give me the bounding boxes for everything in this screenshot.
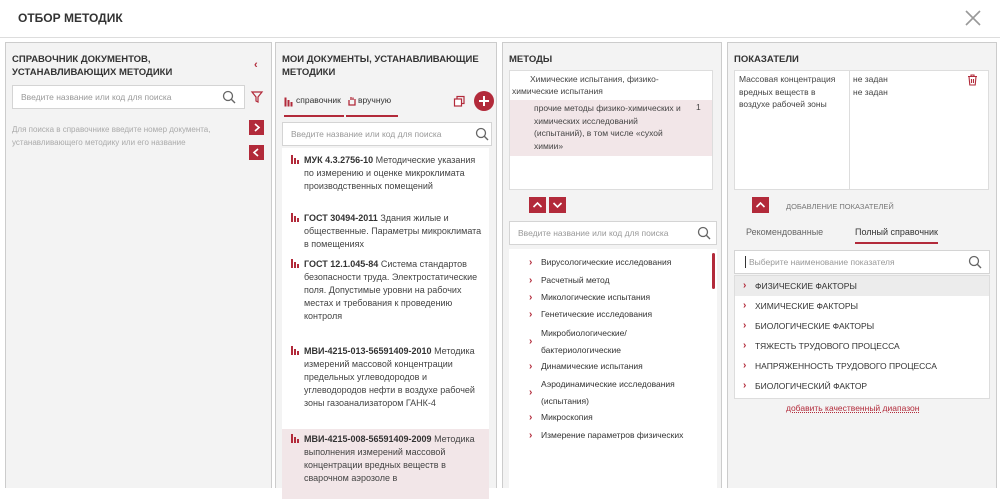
move-down-button[interactable] [549, 197, 566, 213]
tab-manual-label: вручную [358, 95, 392, 105]
document-item[interactable] [304, 258, 486, 323]
filter-icon[interactable] [251, 91, 263, 103]
selected-methods-panel [509, 70, 713, 190]
category-item[interactable]: › НАПРЯЖЕННОСТЬ ТРУДОВОГО ПРОЦЕССА [755, 356, 937, 376]
document-icon [291, 155, 300, 164]
chevron-right-icon: › [529, 412, 533, 423]
reference-column [5, 42, 272, 488]
methods-title: МЕТОДЫ [509, 54, 553, 65]
category-item[interactable]: › ТЯЖЕСТЬ ТРУДОВОГО ПРОЦЕССА [755, 336, 900, 356]
indicators-column [727, 42, 997, 488]
chevron-right-icon: › [529, 257, 533, 268]
method-item[interactable]: › Динамические испытания [529, 361, 643, 372]
method-item[interactable]: › Микологические испытания [529, 292, 651, 303]
indicator-search-input[interactable] [734, 250, 990, 274]
selected-method-child[interactable] [510, 100, 712, 156]
selected-indicators-panel [734, 70, 989, 190]
move-right-button[interactable] [249, 120, 264, 135]
category-item[interactable]: › ХИМИЧЕСКИЕ ФАКТОРЫ [755, 296, 858, 316]
doc-title: Методика измерений массовой концентрации предельных углеводородов и углеводородов нефти в воздухе рабочей зоны газоанализатором ГАНК-4 [304, 346, 475, 408]
doc-code: ГОСТ 30494-2011 [304, 213, 378, 223]
chevron-right-icon: › [743, 280, 747, 291]
chevron-right-icon: › [529, 275, 533, 286]
document-icon [291, 259, 300, 268]
plus-icon [474, 91, 494, 111]
chevron-right-icon: › [743, 340, 747, 351]
methods-list [509, 249, 717, 489]
modal-title: ОТБОР МЕТОДИК [18, 11, 123, 25]
document-item[interactable] [304, 433, 486, 485]
method-item[interactable]: › Измерение параметров физических [529, 430, 684, 441]
chevron-right-icon: › [743, 320, 747, 331]
tab-reference[interactable] [284, 95, 344, 117]
chevron-right-icon: › [743, 360, 747, 371]
my-documents-column [275, 42, 497, 488]
selected-method-parent[interactable]: Химические испытания, физико-химические испытания [512, 74, 659, 96]
doc-code: МВИ-4215-008-56591409-2009 [304, 434, 432, 444]
add-document-button[interactable] [474, 91, 494, 111]
doc-code: ГОСТ 12.1.045-84 [304, 259, 379, 269]
document-item[interactable] [304, 345, 486, 410]
my-documents-search-input[interactable] [282, 122, 492, 146]
indicator-name[interactable]: Массовая концентрация вредных веществ в воздухе рабочей зоны [739, 74, 836, 109]
trash-icon[interactable] [967, 74, 978, 86]
doc-code: МУК 4.3.2756-10 [304, 155, 374, 165]
chevron-right-icon: › [529, 387, 533, 398]
document-icon [291, 213, 300, 222]
indicator-categories-dropdown [734, 275, 990, 399]
method-item[interactable]: › Микробиологические/ бактериологические [529, 328, 627, 355]
reference-search-input[interactable] [12, 85, 245, 109]
selected-method-child-label: прочие методы физико-химических и химических исследований (испытаний), в том числе «сухой химии» [534, 103, 681, 151]
hand-icon [348, 96, 356, 106]
methods-search-input[interactable] [509, 221, 717, 245]
chevron-right-icon: › [743, 300, 747, 311]
method-item[interactable]: › Аэродинамические исследования (испытания) [529, 379, 675, 406]
chevron-right-icon: › [743, 380, 747, 391]
method-item[interactable]: › Расчетный метод [529, 275, 610, 286]
my-documents-title: МОИ ДОКУМЕНТЫ, УСТАНАВЛИВАЮЩИЕ МЕТОДИКИ [282, 54, 479, 78]
doc-title: Здания жилые и общественные. Параметры микроклимата в помещениях [304, 213, 482, 249]
scrollbar[interactable] [712, 253, 715, 289]
document-item[interactable] [304, 212, 486, 251]
tab-manual[interactable] [346, 95, 398, 117]
category-item[interactable]: › ФИЗИЧЕСКИЕ ФАКТОРЫ [755, 276, 857, 296]
chevron-right-icon: › [529, 430, 533, 441]
chevron-right-icon: › [529, 292, 533, 303]
method-item[interactable]: › Микроскопия [529, 412, 593, 423]
category-item[interactable]: › БИОЛОГИЧЕСКИЙ ФАКТОР [755, 376, 867, 396]
move-up-button[interactable] [529, 197, 546, 213]
document-icon [284, 97, 293, 107]
add-range-link[interactable]: добавить качественный диапазон [786, 403, 920, 413]
indicator-value-1[interactable]: не задан [853, 74, 888, 84]
indicator-value-2[interactable]: не задан [853, 87, 888, 97]
method-item[interactable]: › Генетические исследования [529, 309, 653, 320]
chevron-right-icon: › [529, 309, 533, 320]
copy-icon[interactable] [454, 96, 465, 107]
tab-reference-label: справочник [296, 95, 341, 105]
chevron-right-icon: › [529, 361, 533, 372]
indicators-title: ПОКАЗАТЕЛИ [734, 54, 799, 65]
document-icon [291, 434, 300, 443]
selected-method-count: 1 [696, 102, 701, 112]
chevron-right-icon: › [529, 336, 533, 347]
close-icon[interactable] [962, 7, 984, 29]
category-item[interactable]: › БИОЛОГИЧЕСКИЕ ФАКТОРЫ [755, 316, 874, 336]
document-icon [291, 346, 300, 355]
add-indicators-label: ДОБАВЛЕНИЕ ПОКАЗАТЕЛЕЙ [786, 202, 894, 211]
method-item[interactable]: › Вирусологические исследования [529, 257, 672, 268]
documents-list [282, 148, 489, 489]
tab-recommended[interactable]: Рекомендованные [746, 227, 824, 237]
collapse-add-button[interactable] [752, 197, 769, 213]
doc-title: Система стандартов безопасности труда. Электростатические поля. Допустимые уровни на рабочих местах и требования к проведению контроля [304, 259, 478, 321]
move-left-button[interactable] [249, 145, 264, 160]
collapse-left-icon[interactable]: ‹ [254, 59, 258, 71]
reference-column-title: СПРАВОЧНИК ДОКУМЕНТОВ, УСТАНАВЛИВАЮЩИХ МЕТОДИКИ [12, 54, 173, 78]
modal-header [0, 0, 1000, 38]
text-cursor [745, 256, 746, 268]
methods-column [502, 42, 722, 488]
doc-title: Методика выполнения измерений массовой концентрации вредных веществ в сварочном аэрозоле в [304, 434, 475, 483]
doc-code: МВИ-4215-013-56591409-2010 [304, 346, 432, 356]
search-icon[interactable] [222, 90, 236, 104]
tab-full-reference[interactable]: Полный справочник [855, 227, 938, 244]
document-item[interactable] [304, 154, 486, 193]
doc-title: Методические указания по измерению и оценке микроклимата производственных помещений [304, 155, 476, 191]
search-icon[interactable] [475, 127, 489, 141]
indicator-divider [849, 71, 850, 189]
search-icon[interactable] [968, 255, 982, 269]
search-icon[interactable] [697, 226, 711, 240]
reference-hint: Для поиска в справочнике введите номер документа, устанавливающего методику или его название [12, 125, 211, 147]
